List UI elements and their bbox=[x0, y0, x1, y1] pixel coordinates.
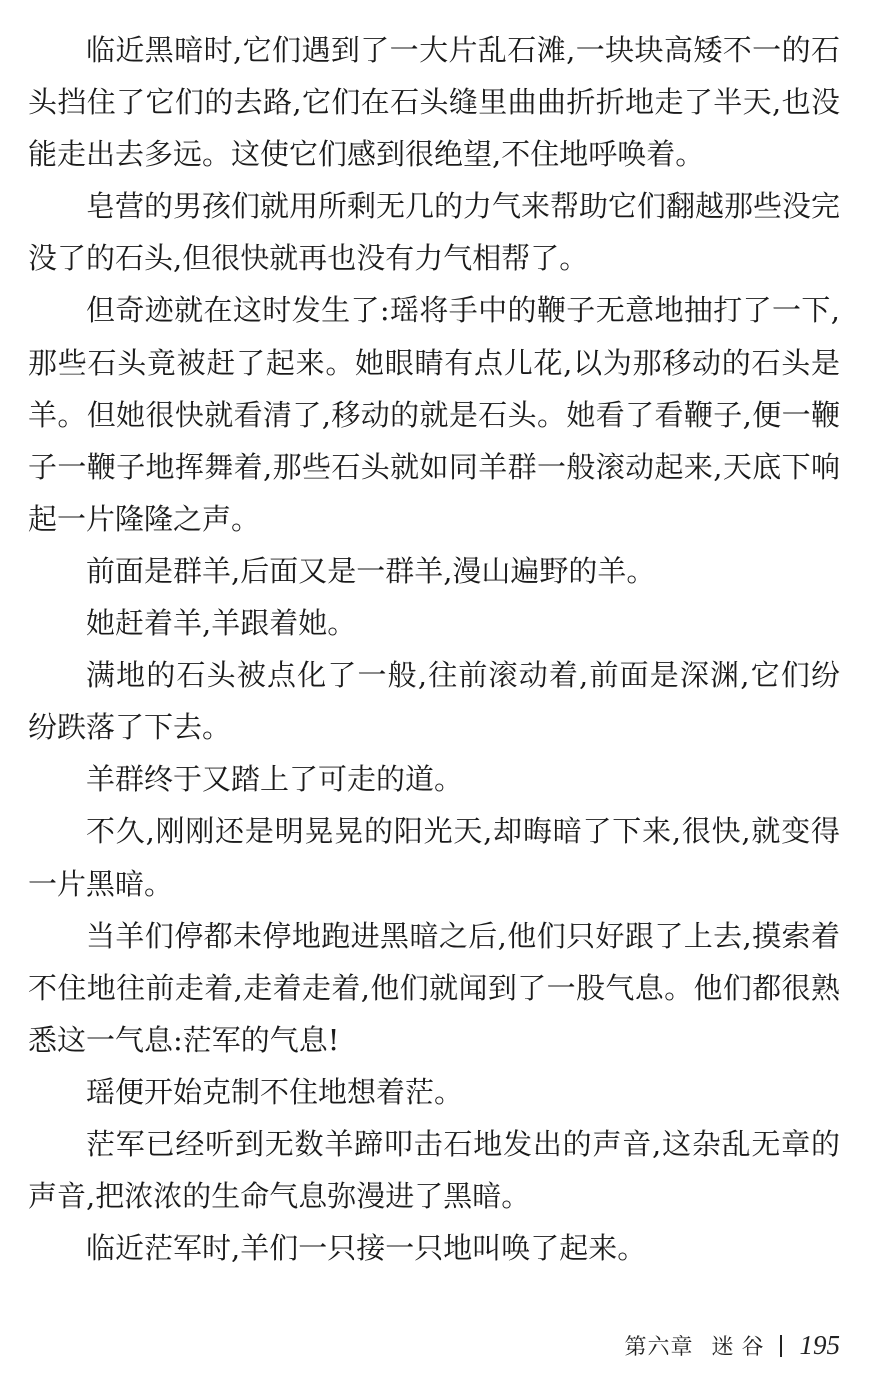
text-line: 一片黑暗。 bbox=[28, 866, 174, 901]
paragraph bbox=[28, 284, 840, 544]
text-line: 头挡住了它们的去路,它们在石头缝里曲曲折折地走了半天,也没 bbox=[28, 85, 840, 120]
text-line: 当羊们停都未停地跑进黑暗之后,他们只好跟了上去,摸索着 bbox=[86, 918, 840, 953]
paragraph bbox=[28, 753, 840, 805]
text-line: 满地的石头被点化了一般,往前滚动着,前面是深渊,它们纷 bbox=[86, 658, 840, 693]
text-line: 皂营的男孩们就用所剩无几的力气来帮助它们翻越那些没完 bbox=[86, 189, 841, 224]
text-line: 瑶便开始克制不住地想着茫。 bbox=[86, 1074, 464, 1109]
footer-divider bbox=[780, 1335, 782, 1357]
paragraph bbox=[28, 597, 840, 649]
text-line: 不久,刚刚还是明晃晃的阳光天,却晦暗了下来,很快,就变得 bbox=[86, 814, 840, 849]
text-line: 前面是群羊,后面又是一群羊,漫山遍野的羊。 bbox=[86, 553, 656, 588]
text-line: 那些石头竟被赶了起来。她眼睛有点儿花,以为那移动的石头是 bbox=[28, 345, 840, 380]
paragraph bbox=[28, 805, 840, 909]
page-number: 195 bbox=[799, 1330, 840, 1360]
text-line: 临近茫军时,羊们一只接一只地叫唤了起来。 bbox=[86, 1231, 647, 1266]
paragraph bbox=[28, 1222, 840, 1274]
text-line: 能走出去多远。这使它们感到很绝望,不住地呼唤着。 bbox=[28, 137, 705, 172]
text-line: 没了的石头,但很快就再也没有力气相帮了。 bbox=[28, 241, 589, 276]
text-line: 起一片隆隆之声。 bbox=[28, 501, 261, 536]
text-line: 茫军已经听到无数羊蹄叩击石地发出的声音,这杂乱无章的 bbox=[86, 1126, 840, 1161]
paragraph bbox=[28, 180, 840, 284]
paragraph bbox=[28, 649, 840, 753]
paragraph bbox=[28, 1118, 840, 1222]
chapter-label: 第六章 bbox=[624, 1335, 694, 1360]
paragraph bbox=[28, 910, 840, 1066]
paragraph bbox=[28, 545, 840, 597]
text-line: 她赶着羊,羊跟着她。 bbox=[86, 606, 357, 641]
text-line: 纷跌落了下去。 bbox=[28, 710, 232, 745]
paragraph bbox=[28, 1066, 840, 1118]
text-line: 临近黑暗时,它们遇到了一大片乱石滩,一块块高矮不一的石 bbox=[86, 33, 840, 67]
text-line: 子一鞭子地挥舞着,那些石头就如同羊群一般滚动起来,天底下响 bbox=[28, 449, 840, 484]
section-title: 迷谷 bbox=[711, 1335, 772, 1360]
text-line: 羊群终于又踏上了可走的道。 bbox=[86, 762, 464, 797]
text-line: 但奇迹就在这时发生了:瑶将手中的鞭子无意地抽打了一下, bbox=[86, 293, 840, 328]
page-body bbox=[28, 24, 840, 1274]
text-line: 羊。但她很快就看清了,移动的就是石头。她看了看鞭子,便一鞭 bbox=[28, 397, 840, 432]
text-line: 悉这一气息:茫军的气息! bbox=[28, 1022, 340, 1057]
text-line: 声音,把浓浓的生命气息弥漫进了黑暗。 bbox=[28, 1179, 531, 1214]
paragraph bbox=[28, 24, 840, 180]
running-footer bbox=[624, 1330, 840, 1361]
text-line: 不住地往前走着,走着走着,他们就闻到了一股气息。他们都很熟 bbox=[28, 970, 840, 1005]
